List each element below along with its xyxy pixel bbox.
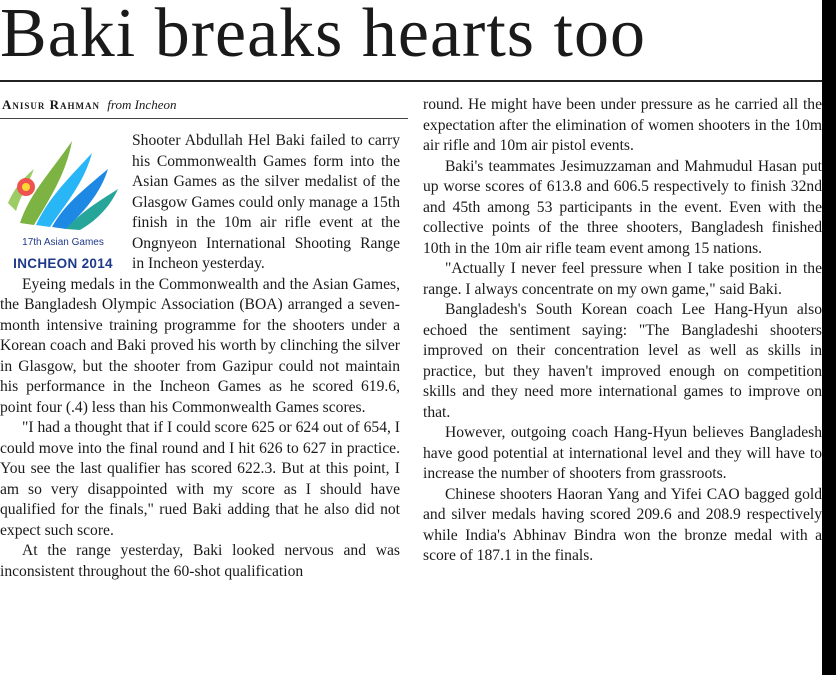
paragraph: Chinese shooters Haoran Yang and Yifei CAO bagged gold and silver medals having scored 209.6 and 208.9 respectively while India's Abhinav Bindra won the bronze medal with a score of 187.1 in the finals. [423, 485, 822, 564]
paragraph: "I had a thought that if I could score 625 or 624 out of 654, I could move into the final round and I hit 626 to 627 in practice. You see the last qualifier has scored 622.3. But at this point, I am so very disappointed with my score as I should have qualified for the finals," rued Baki adding that he also did not expect such score. [0, 419, 400, 539]
byline-author: Anisur Rahman [2, 97, 101, 112]
byline-location: from Incheon [107, 97, 177, 112]
paragraph: Eyeing medals in the Commonwealth and the Asian Games, the Bangladesh Olympic Association (BOA) arranged a seven-month intensive training programme for the shooters under a Korean coach and Baki proved his worth by clinching the silver in Glasgow, but the shooter from Gazipur could not maintain his performance in the Incheon Games as he scored 619.6, point four (.4) less than his Commonwealth Games scores. [0, 275, 400, 416]
article-column-1 [0, 131, 400, 582]
headline-rule [0, 80, 822, 82]
logo-subtitle: 17th Asian Games [22, 237, 104, 248]
paragraph: "Actually I never feel pressure when I take position in the range. I always concentrate on my own game," said Baki. [423, 260, 822, 298]
byline [2, 97, 176, 113]
logo-title: INCHEON 2014 [13, 255, 113, 271]
asian-games-logo [0, 133, 126, 271]
scan-edge [822, 0, 836, 675]
paragraph: Baki's teammates Jesimuzzaman and Mahmudul Hasan put up worse scores of 613.8 and 606.5 respectively to finish 32nd and 45th among 53 participants in the event. Even with the collective points of the three shooters, Bangladesh finished 10th in the 10m air rifle team event among 15 nations. [423, 157, 822, 257]
asian-games-emblem-icon [0, 133, 126, 231]
article-column-2 [423, 95, 822, 567]
paragraph: However, outgoing coach Hang-Hyun believes Bangladesh have good potential at international level and they will have to increase the number of shooters from grassroots. [423, 424, 822, 482]
headline: Baki breaks hearts too [0, 0, 646, 72]
paragraph: Shooter Abdullah Hel Baki failed to carry his Commonwealth Games form into the Asian Games as the silver medalist of the Glasgow Games could only manage a 15th finish in the 10m air rifle event at the Ongnyeon International Shooting Range in Incheon yesterday. [132, 132, 400, 272]
paragraph: At the range yesterday, Baki looked nervous and was inconsistent throughout the 60-shot qualification [0, 542, 400, 580]
byline-rule [0, 118, 408, 119]
paragraph: round. He might have been under pressure as he carried all the expectation after the elimination of women shooters in the 10m air rifle and 10m air pistol events. [423, 96, 822, 154]
paragraph: Bangladesh's South Korean coach Lee Hang-Hyun also echoed the sentiment saying: "The Bangladeshi shooters improved on their concentration level as well as skills in practice, but they haven't improved enough on competition skills and they need more international games to improve on that. [423, 301, 822, 421]
